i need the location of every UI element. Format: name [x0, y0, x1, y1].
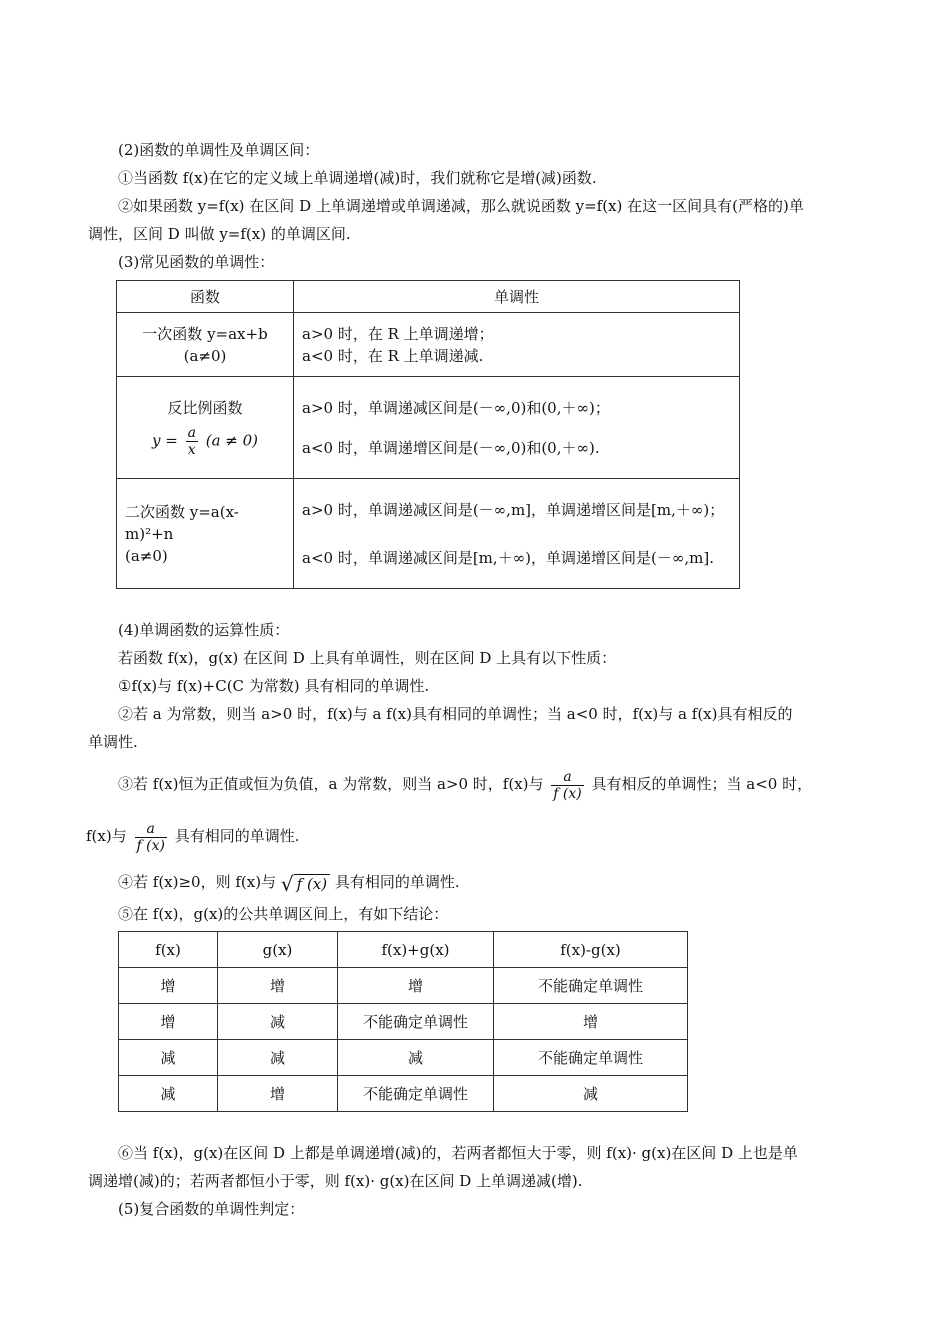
- section-2-item-1: ①当函数 f(x)在它的定义域上单调递增(减)时，我们就称它是增(减)函数.: [118, 169, 597, 187]
- table-header-cell: f(x)-g(x): [494, 932, 688, 968]
- section-4-item-1: ①f(x)与 f(x)+C(C 为常数) 具有相同的单调性.: [118, 677, 430, 695]
- section-2-heading: (2)函数的单调性及单调区间：: [118, 141, 320, 159]
- table-cell: 增: [119, 968, 218, 1004]
- table-header-row: [117, 281, 740, 313]
- table-cell: 增: [218, 968, 338, 1004]
- section-4-item-3-line-1: [118, 764, 812, 804]
- monotonicity-cell: [294, 479, 740, 589]
- function-cell: [117, 313, 294, 377]
- radical-sign: √: [280, 871, 294, 896]
- fraction: [551, 769, 583, 802]
- fraction-numerator: a: [187, 425, 196, 441]
- section-4-intro: 若函数 f(x)，g(x) 在区间 D 上具有单调性，则在区间 D 上具有以下性质：: [118, 649, 617, 667]
- monotonicity-line: a>0 时，单调递减区间是(－∞,0)和(0,＋∞)；: [302, 398, 610, 417]
- item-3-text-before: f(x)与: [86, 827, 127, 845]
- table-cell: 增: [494, 1004, 688, 1040]
- table-cell: 不能确定单调性: [338, 1076, 494, 1112]
- section-5-heading: (5)复合函数的单调性判定：: [118, 1200, 305, 1218]
- fraction-denominator: x: [187, 442, 196, 458]
- formula-suffix: (a ≠ 0): [205, 431, 259, 450]
- table-cell: 不能确定单调性: [494, 968, 688, 1004]
- item-4-text-before: ④若 f(x)≥0，则 f(x)与: [118, 873, 277, 891]
- table-cell: 减: [218, 1004, 338, 1040]
- fraction-denominator: f (x): [136, 837, 165, 854]
- table-row: [117, 479, 740, 589]
- item-3-text-after: 具有相反的单调性；当 a<0 时，: [591, 775, 813, 793]
- table-cell: 增: [119, 1004, 218, 1040]
- table-header-cell: g(x): [218, 932, 338, 968]
- monotonicity-cell: [294, 313, 740, 377]
- section-4-item-2-line-1: ②若 a 为常数，则当 a>0 时，f(x)与 a f(x)具有相同的单调性；当 a<0 时，f(x)与 a f(x)具有相反的: [118, 705, 793, 723]
- fraction-denominator: f (x): [553, 785, 582, 802]
- item-4-text-after: 具有相同的单调性.: [334, 873, 460, 891]
- function-formula: [125, 425, 285, 458]
- function-cell: [117, 377, 294, 479]
- section-3-heading: (3)常见函数的单调性：: [118, 253, 275, 271]
- section-4-item-6-line-1: ⑥当 f(x)，g(x)在区间 D 上都是单调递增(减)的，若两者都恒大于零，则 f(x)· g(x)在区间 D 上也是单: [118, 1144, 798, 1162]
- section-4-item-3-line-2: [86, 816, 300, 856]
- section-4-item-2-line-2: 单调性.: [88, 733, 138, 751]
- table-cell: 减: [338, 1040, 494, 1076]
- table-cell: 减: [494, 1076, 688, 1112]
- table-row: [119, 1040, 688, 1076]
- fraction: [186, 425, 198, 458]
- table-cell: 不能确定单调性: [494, 1040, 688, 1076]
- monotonicity-line: a<0 时，单调递增区间是(－∞,0)和(0,＋∞).: [302, 438, 600, 457]
- table-cell: 增: [218, 1076, 338, 1112]
- table-cell: 减: [119, 1040, 218, 1076]
- monotonicity-cell: [294, 377, 740, 479]
- table-cell: 减: [119, 1076, 218, 1112]
- section-2-item-2-line-2: 调性，区间 D 叫做 y=f(x) 的单调区间.: [88, 225, 351, 243]
- table-row: [117, 377, 740, 479]
- function-condition: (a≠0): [183, 346, 227, 365]
- fraction-numerator: a: [135, 821, 167, 838]
- function-condition: (a≠0): [125, 546, 168, 565]
- table-header-cell: 单调性: [294, 281, 740, 313]
- radicand: f (x): [294, 874, 330, 893]
- fraction: [135, 821, 167, 854]
- table-row: [119, 968, 688, 1004]
- function-name: 一次函数 y=ax+b: [142, 324, 268, 343]
- table-header-cell: f(x): [119, 932, 218, 968]
- section-4-item-4: [118, 868, 460, 898]
- monotonicity-line: a<0 时，在 R 上单调递减.: [302, 346, 484, 365]
- section-4-heading: (4)单调函数的运算性质：: [118, 621, 290, 639]
- section-4-item-6-line-2: 调递增(减)的；若两者都恒小于零，则 f(x)· g(x)在区间 D 上单调递减(增).: [88, 1172, 583, 1190]
- section-2-item-2-line-1: ②如果函数 y=f(x) 在区间 D 上单调递增或单调递减，那么就说函数 y=f(x) 在这一区间具有(严格的)单: [118, 197, 804, 215]
- common-functions-table: [116, 280, 740, 589]
- function-name: 二次函数 y=a(x-m)²+n: [125, 502, 239, 543]
- monotonicity-line: a<0 时，单调递减区间是[m,＋∞)，单调递增区间是(－∞,m].: [302, 548, 714, 567]
- table-row: [117, 313, 740, 377]
- table-header-row: [119, 932, 688, 968]
- formula-prefix: y =: [151, 431, 178, 450]
- monotonicity-line: a>0 时，在 R 上单调递增；: [302, 324, 494, 343]
- table-cell: 减: [218, 1040, 338, 1076]
- monotonicity-line: a>0 时，单调递减区间是(－∞,m]，单调递增区间是[m,＋∞)；: [302, 500, 725, 519]
- function-name: 反比例函数: [167, 399, 243, 417]
- square-root: [281, 869, 330, 898]
- table-cell: 不能确定单调性: [338, 1004, 494, 1040]
- function-cell: [117, 479, 294, 589]
- operation-results-table: [118, 931, 688, 1112]
- table-header-cell: f(x)+g(x): [338, 932, 494, 968]
- section-4-item-5: ⑤在 f(x)，g(x)的公共单调区间上，有如下结论：: [118, 905, 449, 923]
- fraction-numerator: a: [551, 769, 583, 786]
- item-3-text-before: ③若 f(x)恒为正值或恒为负值，a 为常数，则当 a>0 时，f(x)与: [118, 775, 544, 793]
- item-3-text-after: 具有相同的单调性.: [174, 827, 300, 845]
- table-cell: 增: [338, 968, 494, 1004]
- table-row: [119, 1004, 688, 1040]
- table-header-cell: 函数: [117, 281, 294, 313]
- table-row: [119, 1076, 688, 1112]
